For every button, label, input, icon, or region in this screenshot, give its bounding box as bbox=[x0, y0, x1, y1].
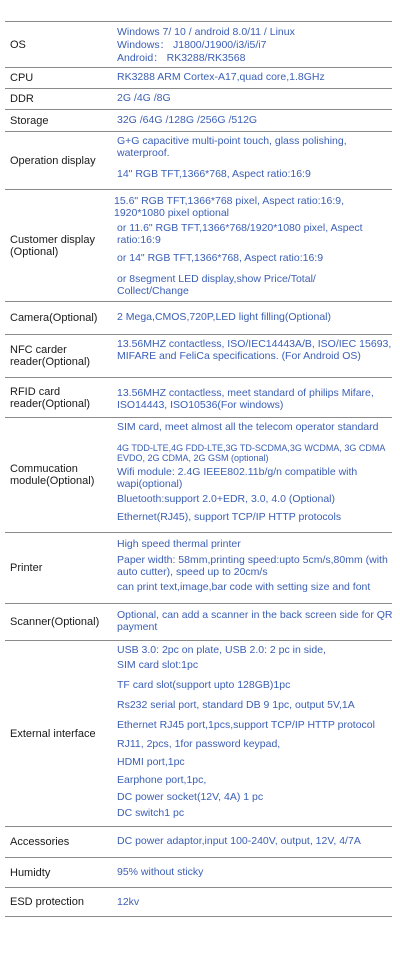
spec-value: or 11.6" RGB TFT,1366*768/1920*1080 pixel, Aspect ratio:16:9 bbox=[117, 222, 363, 246]
spec-row-esd-protection bbox=[5, 888, 392, 917]
spec-label: Commucation module(Optional) bbox=[10, 463, 95, 487]
spec-label: Printer bbox=[10, 562, 43, 574]
spec-label: Operation display bbox=[10, 154, 96, 167]
spec-value: High speed thermal printer bbox=[117, 538, 241, 550]
spec-value: 12kv bbox=[117, 896, 140, 908]
spec-row-printer bbox=[5, 533, 392, 604]
spec-value: SIM card slot:1pc bbox=[117, 659, 199, 671]
spec-value: Earphone port,1pc, bbox=[117, 774, 207, 786]
spec-row-humidity bbox=[5, 858, 392, 888]
spec-row-os bbox=[5, 21, 392, 68]
spec-label: DDR bbox=[10, 93, 34, 105]
spec-value: RJ11, 2pcs, 1for password keypad, bbox=[117, 738, 281, 750]
spec-row-external-interface bbox=[5, 641, 392, 827]
spec-label: Humidty bbox=[10, 866, 51, 879]
spec-label: Camera(Optional) bbox=[10, 312, 98, 324]
spec-value: Windows 7/ 10 / android 8.0/11 / Linux bbox=[117, 26, 295, 38]
spec-value: Optional, can add a scanner in the back screen side for QR payment bbox=[117, 609, 393, 633]
spec-row-scanner bbox=[5, 604, 392, 641]
spec-value: Windows： J1800/J1900/i3/i5/i7 bbox=[117, 39, 267, 51]
spec-row-storage bbox=[5, 110, 392, 132]
spec-value: RK3288 ARM Cortex-A17,quad core,1.8GHz bbox=[117, 71, 325, 83]
spec-value: DC switch1 pc bbox=[117, 807, 185, 819]
spec-row-rfid-reader bbox=[5, 378, 392, 418]
spec-label: Scanner(Optional) bbox=[10, 616, 100, 628]
spec-value: 13.56MHZ contactless, meet standard of philips Mifare, ISO14443, ISO10536(For windows) bbox=[117, 387, 374, 411]
spec-value: Android： RK3288/RK3568 bbox=[117, 52, 246, 64]
spec-value: USB 3.0: 2pc on plate, USB 2.0: 2 pc in side, bbox=[117, 644, 326, 656]
spec-value: 4G TDD-LTE,4G FDD-LTE,3G TD-SCDMA,3G WCDMA, 3G CDMA EVDO, 2G CDMA, 2G GSM (optional) bbox=[117, 443, 385, 463]
spec-value: 95% without sticky bbox=[117, 866, 204, 878]
spec-row-nfc-reader bbox=[5, 335, 392, 378]
spec-value: HDMI port,1pc bbox=[117, 756, 185, 768]
spec-label: Storage bbox=[10, 114, 49, 127]
spec-value: can print text,image,bar code with setting size and font bbox=[117, 581, 371, 593]
spec-value: SIM card, meet almost all the telecom operator standard bbox=[117, 421, 379, 433]
spec-value: Rs232 serial port, standard DB 9 1pc, output 5V,1A bbox=[117, 699, 355, 711]
spec-row-operation-display bbox=[5, 132, 392, 190]
spec-label: OS bbox=[10, 38, 26, 51]
spec-value: 2 Mega,CMOS,720P,LED light filling(Optional) bbox=[117, 311, 331, 323]
spec-value: 2G /4G /8G bbox=[117, 92, 171, 104]
spec-value: DC power adaptor,input 100-240V, output, 12V, 4/7A bbox=[117, 835, 361, 847]
spec-value: 14" RGB TFT,1366*768, Aspect ratio:16:9 bbox=[117, 168, 311, 180]
spec-row-ddr bbox=[5, 89, 392, 110]
spec-value: DC power socket(12V, 4A) 1 pc bbox=[117, 791, 264, 803]
spec-row-customer-display bbox=[5, 190, 392, 302]
spec-value: Wifi module: 2.4G IEEE802.11b/g/n compatible with wapi(optional) bbox=[117, 466, 358, 490]
spec-row-communication-module bbox=[5, 418, 392, 533]
spec-value: 15.6" RGB TFT,1366*768 pixel, Aspect ratio:16:9, 1920*1080 pixel optional bbox=[114, 195, 345, 219]
spec-label: Customer display (Optional) bbox=[10, 233, 95, 258]
spec-row-cpu bbox=[5, 68, 392, 89]
spec-label: RFID card reader(Optional) bbox=[10, 385, 91, 410]
spec-value: Paper width: 58mm,printing speed:upto 5cm/s,80mm (with auto cutter), speed up to 20cm/s bbox=[117, 554, 388, 578]
spec-value: 13.56MHZ contactless, ISO/IEC14443A/B, ISO/IEC 15693, MIFARE and FeliCa specifications. (For Android OS) bbox=[117, 338, 392, 362]
spec-value: TF card slot(support upto 128GB)1pc bbox=[117, 679, 291, 691]
spec-value: Bluetooth:support 2.0+EDR, 3.0, 4.0 (Optional) bbox=[117, 493, 336, 505]
spec-row-accessories bbox=[5, 827, 392, 858]
spec-label: Accessories bbox=[10, 836, 70, 848]
spec-value: Ethernet(RJ45), support TCP/IP HTTP protocols bbox=[117, 511, 342, 523]
spec-value: 32G /64G /128G /256G /512G bbox=[117, 114, 258, 126]
spec-value: G+G capacitive multi-point touch, glass polishing, waterproof. bbox=[117, 135, 347, 159]
spec-label: ESD protection bbox=[10, 896, 84, 908]
spec-value: Ethernet RJ45 port,1pcs,support TCP/IP HTTP protocol bbox=[117, 719, 375, 731]
spec-label: External interface bbox=[10, 727, 96, 740]
spec-value: or 8segment LED display,show Price/Total/ Collect/Change bbox=[117, 273, 316, 297]
spec-value: or 14" RGB TFT,1366*768, Aspect ratio:16:9 bbox=[117, 252, 324, 264]
spec-label: CPU bbox=[10, 72, 34, 84]
spec-label: NFC carder reader(Optional) bbox=[10, 344, 91, 368]
spec-row-camera bbox=[5, 302, 392, 335]
